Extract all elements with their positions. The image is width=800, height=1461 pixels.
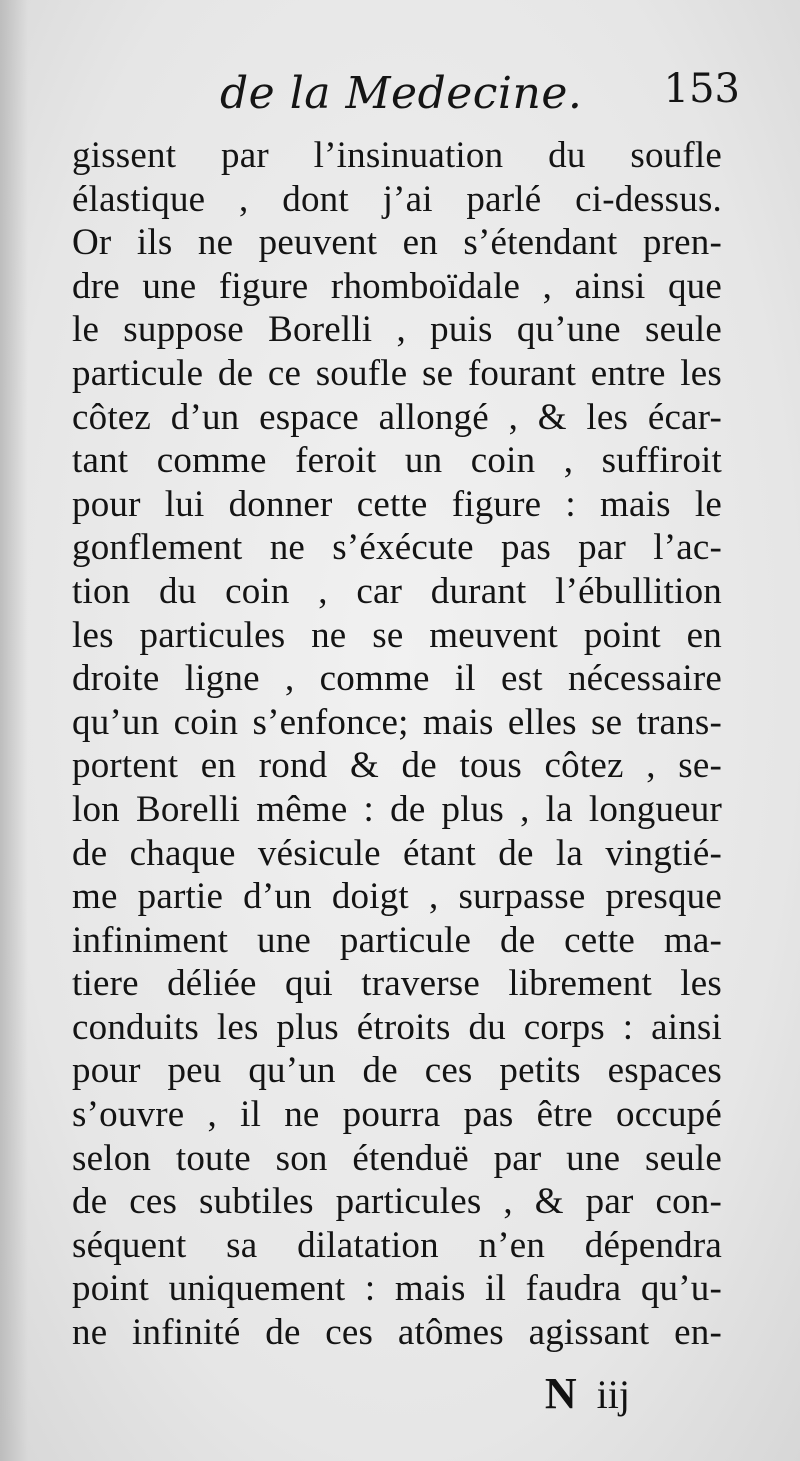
signature-number: iij: [596, 1372, 630, 1417]
text-line: côtez d’un espace allongé , & les écar-: [72, 396, 722, 438]
text-line: infiniment une particule de cette ma-: [72, 919, 722, 961]
text-line: ne infinité de ces atômes agissant en-: [72, 1312, 722, 1354]
running-title: de la Medecine.: [220, 68, 583, 119]
text-line: portent en rond & de tous côtez , se-: [72, 745, 722, 787]
text-line: conduits les plus étroits du corps : ainsi: [72, 1006, 722, 1048]
text-line: Or ils ne peuvent en s’étendant pren-: [72, 222, 722, 264]
text-line: point uniquement : mais il faudra qu’u-: [72, 1268, 722, 1310]
text-line: gonflement ne s’éxécute pas par l’ac-: [72, 527, 722, 569]
page-header: [70, 64, 740, 134]
body-text: [72, 134, 722, 1355]
text-line: pour peu qu’un de ces petits espaces: [72, 1050, 722, 1092]
text-line: les particules ne se meuvent point en: [72, 614, 722, 656]
text-line: tant comme feroit un coin , suffiroit: [72, 440, 722, 482]
text-line: dre une figure rhomboïdale , ainsi que: [72, 265, 722, 307]
text-line: pour lui donner cette figure : mais le: [72, 483, 722, 525]
text-line: tiere déliée qui traverse librement les: [72, 963, 722, 1005]
text-line: droite ligne , comme il est nécessaire: [72, 658, 722, 700]
text-line: de chaque vésicule étant de la vingtié-: [72, 832, 722, 874]
page-number: 153: [663, 66, 740, 112]
signature-mark: [545, 1368, 630, 1419]
text-line: tion du coin , car durant l’ébullition: [72, 570, 722, 612]
page-gutter-shadow: [0, 0, 28, 1461]
text-line: de ces subtiles particules , & par con-: [72, 1181, 722, 1223]
signature-letter: N: [544, 1369, 577, 1418]
text-line: gissent par l’insinuation du soufle: [72, 135, 722, 176]
text-line: lon Borelli même : de plus , la longueur: [72, 788, 722, 830]
text-line: séquent sa dilatation n’en dépendra: [72, 1224, 722, 1266]
text-line: élastique , dont j’ai parlé ci-dessus.: [72, 178, 722, 220]
text-line: selon toute son étenduë par une seule: [72, 1137, 722, 1179]
text-line: me partie d’un doigt , surpasse presque: [72, 876, 722, 918]
text-line: s’ouvre , il ne pourra pas être occupé: [72, 1094, 722, 1136]
text-line: le suppose Borelli , puis qu’une seule: [72, 309, 722, 351]
text-line: particule de ce soufle se fourant entre les: [72, 352, 722, 394]
text-line: qu’un coin s’enfonce; mais elles se trans-: [72, 701, 722, 743]
